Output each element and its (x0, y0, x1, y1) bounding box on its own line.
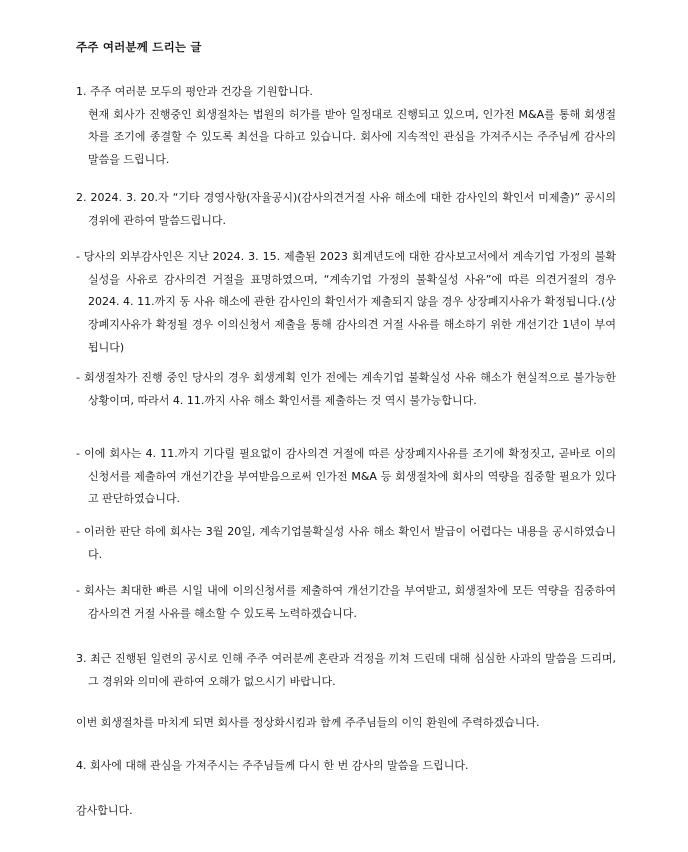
section-1-body: 현재 회사가 진행중인 회생절차는 법원의 허가를 받아 일정대로 진행되고 있으며, 인가전 M&A를 통해 회생절차를 조기에 종결할 수 있도록 최선을 다하고 있습니다. 회사에 지속적인 관심을 가져주시는 주주님께 감사의 말씀을 드립니다. (88, 107, 616, 167)
bullet-text: - 회사는 최대한 빠른 시일 내에 이의신청서를 제출하여 개선기간을 부여받고, 회생절차에 모든 역량을 집중하여 감사의견 거절 사유를 해소할 수 있도록 노력하겠습니다. (76, 584, 616, 620)
section-3-text: 3. 최근 진행된 일련의 공시로 인해 주주 여러분께 혼란과 걱정을 끼쳐 드린데 대해 심심한 사과의 말씀을 드리며, 그 경위와 의미에 관하여 오해가 없으시기 바랍니다. (76, 652, 616, 688)
letter-title: 주주 여러분께 드리는 글 (76, 40, 202, 54)
bullet-text: - 이러한 판단 하에 회사는 3월 20일, 계속기업불확실성 사유 해소 확인서 발급이 어렵다는 내용을 공시하였습니다. (76, 525, 616, 561)
signoff-block (76, 800, 616, 823)
section-4-text: 4. 회사에 대해 관심을 가져주시는 주주님들께 다시 한 번 감사의 말씀을 드립니다. (76, 759, 469, 772)
section-2-heading: 2. 2024. 3. 20.자 “기타 경영사항(자율공시)(감사의견거절 사유 해소에 대한 감사인의 확인서 미제출)” 공시의 경위에 관하여 말씀드립니다. (76, 191, 616, 227)
section-3 (76, 648, 616, 693)
section-2-heading-block (76, 187, 616, 232)
signoff: 감사합니다. (76, 804, 133, 817)
bullet-text: - 회생절차가 진행 중인 당사의 경우 회생계획 인가 전에는 계속기업 불확실성 사유 해소가 현실적으로 불가능한 상황이며, 따라서 4. 11.까지 사유 해소 확인서를 제출하는 것 역시 불가능합니다. (76, 371, 616, 407)
section-2-bullet-5 (76, 580, 616, 625)
section-2-bullet-4 (76, 521, 616, 566)
section-2-bullet-3 (76, 443, 616, 511)
section-2-bullet-2 (76, 367, 616, 412)
bullet-text: - 당사의 외부감사인은 지난 2024. 3. 15. 제출된 2023 회계년도에 대한 감사보고서에서 계속기업 가정의 불확실성을 사유로 감사의견 거절을 표명하였으며, “계속기업 가정의 불확실성 사유”에 따른 의견거절의 경우 2024. 4. 11.까지 동 사유 해소에 관한 감사인의 확인서가 제출되지 않을 경우 상장폐지사유가 확정됩니다.(상장폐지사유가 확정될 경우 이의신청서 제출을 통해 감사의견 거절 사유를 해소하기 위한 개선기간 1년이 부여됩니다) (76, 250, 616, 354)
section-1 (76, 81, 616, 172)
closing-line: 이번 회생절차를 마치게 되면 회사를 정상화시킴과 함께 주주님들의 이익 환원에 주력하겠습니다. (76, 716, 540, 729)
closing-line-block (76, 712, 616, 735)
section-1-heading: 1. 주주 여러분 모두의 평안과 건강을 기원합니다. (76, 85, 313, 98)
bullet-text: - 이에 회사는 4. 11.까지 기다릴 필요없이 감사의견 거절에 따른 상장폐지사유를 조기에 확정짓고, 곧바로 이의신청서를 제출하여 개선기간을 부여받음으로써 인가전 M&A 등 회생절차에 회사의 역량을 집중할 필요가 있다고 판단하였습니다. (76, 447, 616, 506)
section-2-bullet-1 (76, 246, 616, 360)
section-4 (76, 755, 616, 778)
